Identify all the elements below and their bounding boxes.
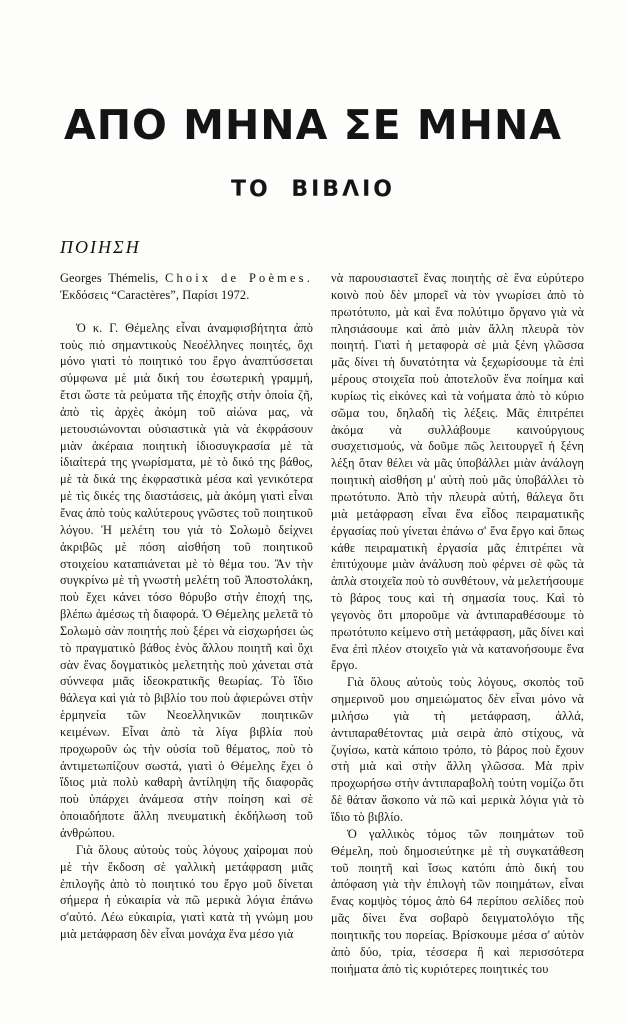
article-right-column: [331, 270, 584, 977]
article-left-column: [60, 270, 313, 943]
book-title: Choix de Poèmes.: [165, 271, 314, 285]
book-publisher: Ἐκδόσεις “Caractères”, Παρίσι 1972.: [60, 287, 250, 302]
article-paragraph: Γιὰ ὅλους αὐτοὺς τοὺς λόγους, σκοπὸς τοῦ σημερινοῦ μου σημειώματος δὲν εἶναι μόνο νὰ μιλήσω γιὰ τὴ μετάφραση, ἀλλά, ἀντιπαραθέτοντας μιὰ σειρὰ ἀπὸ στίχους, νὰ ζυγίσω, κατὰ κάποιο τρόπο, τὸ βάρος ποὺ ἔχουν στὴ μιὰ καὶ στὴν ἄλλη γλῶσσα. Μὰ πρὶν προχωρήσω στὴν ἀντιπαραβολὴ τούτη νομίζω ὅτι δὲ θάταν ἄσκοπο νὰ πῶ καὶ μερικὰ λόγια γιὰ τὸ ἴδιο τὸ βιβλίο.: [331, 675, 584, 824]
section-heading: ΠΟΙΗΣΗ: [60, 237, 141, 257]
article-paragraph: Ὁ κ. Γ. Θέμελης εἶναι ἀναμφισβήτητα ἀπὸ τοὺς πιὸ σημαντικοὺς Νεοέλληνες ποιητές, ὄχι μόνο γιατὶ τὸ ποιητικό του ἔργο ἀναπτύσσεται σύμφωνα μὲ μιὰ δική του ἐσωτερικὴ γραμμή, ἔτσι ὥστε τὰ ρεύματα τῆς ἐποχῆς στὴν ὁποία ζῆ, ἀπὸ τὶς ἀρχὲς ἀκόμη τοῦ αἰώνα μας, νὰ μετουσιώνονται οὐσιαστικὰ γιὰ νὰ ἐκφράσουν μιὰν ἀκέραια ποιητικὴ ἰδιοσυγκρασία μὲ τὰ ἰδιαίτερά της γνωρίσματα, μὲ τὸ δικό της βάθος, μὲ τὰ δικά της ἐκφραστικὰ μέσα καὶ γενικότερα μὲ τὶς δικές της διαστάσεις, μὰ ἀκόμη γιατὶ εἶναι ἕνας ἀπὸ τοὺς καλύτερους γνῶστες τοῦ ποιητικοῦ λόγου. Ἡ μελέτη του γιὰ τὸ Σολωμὸ δείχνει ἀκριβῶς μὲ πόση αἰσθήση τοῦ ποιητικοῦ στοιχείου καταπιάνεται μὲ τὸ θέμα του. Ἂν τὴν συγκρίνω μὲ τὴ γνωστὴ μελέτη τοῦ Ἀποστολάκη, ποὺ ἔχει κάνει τόσο θόρυβο στὴν ἐποχή της, βλέπω ἀμέσως τὴ διαφορά. Ὁ Θέμελης μελετᾶ τὸ Σολωμὸ σὰν ποιητὴς ποὺ ξέρει νὰ εἰσχωρήσει ὡς τὸ πραγματικὸ βάθος ἑνὸς ἄλλου ποιητῆ καὶ ὄχι σὰν ἕνας δογματικὸς μελετητὴς ποὺ χάνεται στὰ σύννεφα μιᾶς ἰδεοκρατικῆς θεωρίας. Τὸ ἴδιο θάλεγα καὶ γιὰ τὸ βιβλίο του ποὺ ἀφιερώνει στὴν ἑρμηνεία τῶν Νεοελληνικῶν ποιητικῶν κειμένων. Εἶναι ἀπὸ τὰ λίγα βιβλία ποὺ προχωροῦν ὡς τὴν οὐσία τοῦ θέματος, ποὺ τὸ ἀντιμετωπίζουν σωστά, γιατὶ ὁ Θέμελης ἔχει ὁ ἴδιος μιὰ πολὺ καθαρὴ ἀντίληψη τῆς διαφορᾶς ποὺ ὑπάρχει ἀνάμεσα στὴν ποίηση καὶ σὲ ὁποιαδήποτε ἄλλη πνευματικὴ ἐκδήλωση τοῦ ἀνθρώπου.: [60, 320, 313, 840]
article-paragraph: Ὁ γαλλικὸς τόμος τῶν ποιημάτων τοῦ Θέμελη, ποὺ δημοσιεύτηκε μὲ τὴ συγκατάθεση τοῦ ποιητῆ καὶ ἴσως κατόπι ἀπὸ δική του ἀπόφαση γιὰ τὴν ἐπιλογὴ τῶν ποιημάτων, εἶναι ἕνας κομψὸς τόμος ἀπὸ 64 περίπου σελίδες ποὺ μᾶς δίνει ἕνα σοβαρὸ δειγματολόγιο τῆς ποιητικῆς του πορείας. Βρίσκουμε μέσα σ' αὐτὸν ἀπὸ δύο, τρία, τέσσερα ἢ καὶ περισσότερα ποιήματα ἀπὸ τὶς κυριότερες ποιητικές του: [331, 826, 584, 976]
page-title: ΑΠΟ ΜΗΝΑ ΣΕ ΜΗΝΑ: [63, 101, 563, 149]
article-paragraph: νὰ παρουσιαστεῖ ἕνας ποιητὴς σὲ ἕνα εὐρύτερο κοινὸ ποὺ δὲν μπορεῖ νὰ τὸν γνωρίσει ἀπὸ τὸ πρωτότυπο, μὰ καὶ ἕνα πολύτιμο ὄργανο γιὰ νὰ πλησιάσουμε καὶ ἀπὸ μιὰν ἄλλη πλευρὰ τὸν ποιητή. Γιατὶ ἡ μεταφορὰ σὲ μιὰ ξένη γλῶσσα μᾶς δίνει τὴ δυνατότητα νὰ ξεχωρίσουμε τὰ ἐπὶ μέρους στοιχεῖα ποὺ ἀποτελοῦν ἕνα ποίημα καὶ κυρίως τὶς εἰκόνες καὶ τὰ νοήματα ἀπὸ τὸ κύριο σῶμα του, δηλαδὴ τὶς λέξεις. Μᾶς ἐπιτρέπει ἀκόμα νὰ συλλάβουμε καινούργιους συσχετισμούς, νὰ δοῦμε πῶς λειτουργεῖ ἡ ξένη λέξη ὅταν θέλει νὰ μᾶς ὑποβάλλει μιὰν ἀνάλογη ποιητικὴ αἰσθήση μ' αὐτὴ ποὺ μᾶς ὑποβάλλει τὸ πρωτότυπο. Ἀπὸ τὴν πλευρὰ αὐτή, θάλεγα ὅτι μιὰ μετάφραση εἶναι ἕνα εἶδος πειραματικῆς ἐργασίας ποὺ γίνεται ἐπάνω σ' ἕνα ἔργο καὶ ὅπως κάθε πειραματικὴ ἐργασία μᾶς ἐπιτρέπει νὰ ἐπιτύχουμε μιὰν ἀνάλυση ποὺ φέρνει σὲ φῶς τὰ ἁπλὰ στοιχεῖα ποὺ τὸ συνθέτουν, νὰ μελετήσουμε τὸ βάρος τους καὶ τὴ σημασία τους. Καὶ τὸ γεγονὸς ὅτι μποροῦμε νὰ ἀντιπαραθέσουμε τὸ πρωτότυπο κείμενο στὴ μετάφραση, μᾶς δίνει καὶ ἕνα ἐπὶ πλέον στοιχεῖο γιὰ νὰ κατανοήσουμε ἕνα ἔργο.: [331, 271, 584, 673]
page-subtitle: ΤΟ ΒΙΒΛΙΟ: [230, 177, 395, 202]
book-reference: [60, 270, 313, 304]
article-paragraph: Γιὰ ὅλους αὐτοὺς τοὺς λόγους χαίρομαι ποὺ μὲ τὴν ἔκδοση σὲ γαλλικὴ μετάφραση μιᾶς ἐπιλογῆς ἀπὸ τὸ ποιητικό του ἔργο μοῦ δίνεται σήμερα ἡ εὐκαιρία νὰ πῶ μερικὰ λόγια ἐπάνω σ'αὐτό. Λέω εὐκαιρία, γιατὶ κατὰ τὴ γνώμη μου μιὰ μετάφραση δὲν εἶναι μονάχα ἕνα μέσο γιὰ: [60, 842, 313, 942]
book-author: Georges Thémelis,: [60, 271, 159, 285]
